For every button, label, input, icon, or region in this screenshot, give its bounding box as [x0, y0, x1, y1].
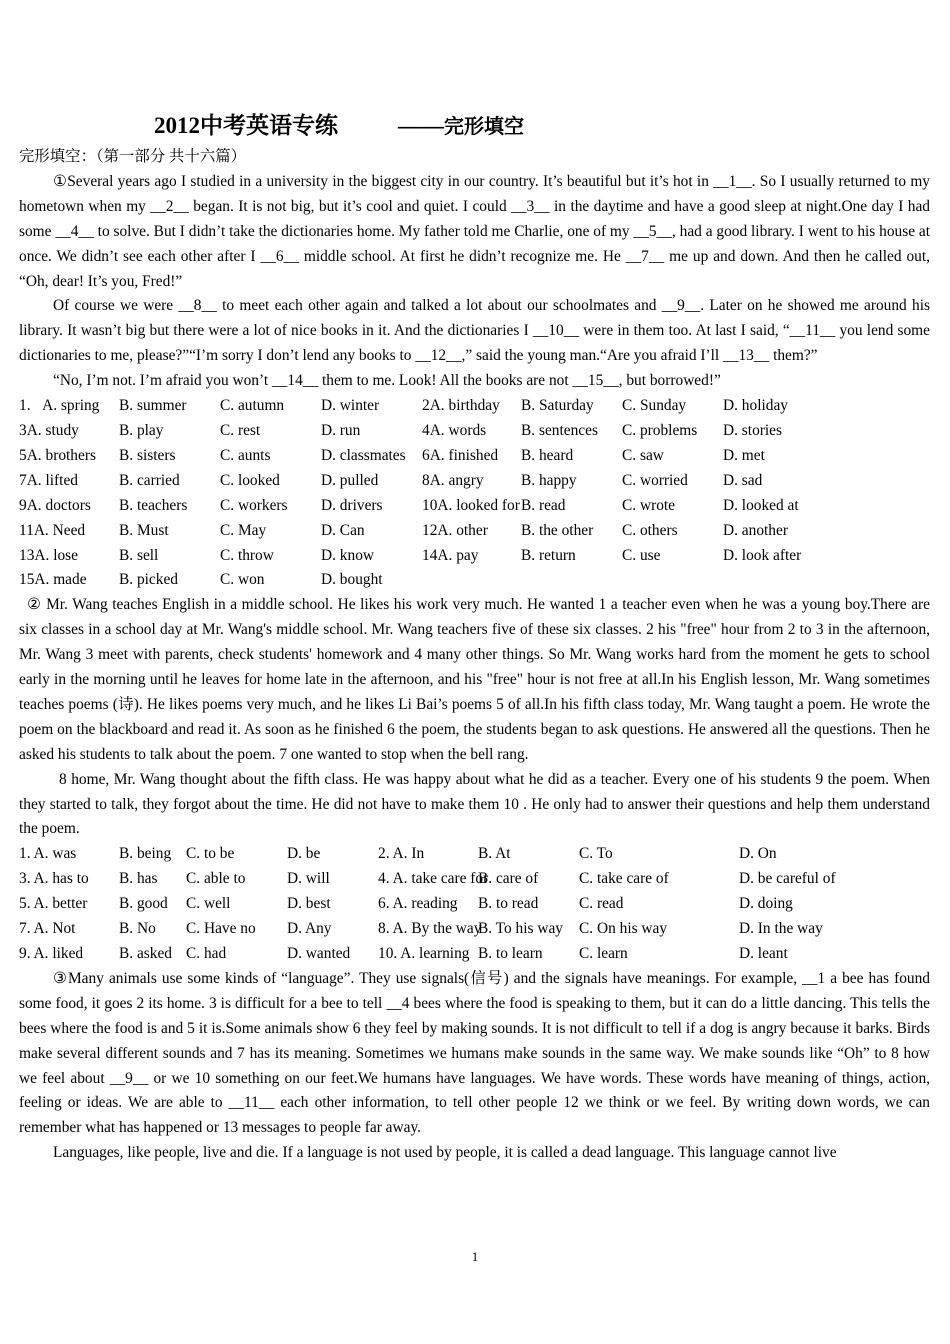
- passage-1-options: [19, 394, 930, 593]
- option-item: C. problems: [622, 421, 698, 439]
- passage-2-paragraph-2: 8 home, Mr. Wang thought about the fifth class. He was happy about what he did as a teacher. Every one of his students 9 the poem. When they started to talk, they forgot about the time. He did not have to make them 10 . He only had to answer their questions and help them understand the poem.: [19, 770, 930, 838]
- option-item: D. know: [321, 546, 375, 564]
- passage-1-paragraph-3: “No, I’m not. I’m afraid you won’t __14__ them to me. Look! All the books are not __15__, but borrowed!”: [53, 372, 721, 390]
- option-item: D. winter: [321, 397, 380, 415]
- option-item: C. wrote: [622, 496, 676, 514]
- passage-3-paragraph-1: ③Many animals use some kinds of “language”. They use signals(信号) and the signals have meanings. For example, __1 a bee has found some food, it goes 2 its home. 3 is difficult for a bee to tell __4 bees where the food is speaking to them, but it can do a little dancing. This tells the bees where the food is and 5 it is.Some animals show 6 they feel by making sounds. It is not difficult to tell if a dog is angry because it barks. Birds make several different sounds and 7 has its meaning. Sometimes we humans make sounds in the same way. We make sounds like “Oh” to 8 how we feel about __9__ or we 10 something on our feet.We humans have languages. We have words. These words have meaning of things, action, feeling or ideas. We are able to __11__ each other information, to tell other people 12 we think or we feel. By writing down words, we can remember what has happened or 13 messages to people far away.: [19, 969, 930, 1137]
- option-row: [19, 892, 930, 917]
- section-heading: 完形填空：（第一部分 共十六篇）: [19, 148, 247, 165]
- option-item: C. learn: [579, 945, 628, 962]
- option-item: D. On: [739, 845, 777, 863]
- option-item: D. wanted: [287, 945, 351, 962]
- option-item: B. No: [119, 920, 156, 938]
- option-item: D. best: [287, 895, 331, 913]
- option-item: D. met: [723, 446, 765, 464]
- option-item: C. use: [622, 546, 661, 564]
- option-item: 9. A. liked: [19, 945, 84, 962]
- option-item: C. able to: [186, 870, 246, 888]
- option-item: C. workers: [220, 496, 288, 514]
- option-item: B. sentences: [521, 421, 598, 439]
- option-item: D. look after: [723, 546, 802, 564]
- option-row: [19, 942, 930, 967]
- option-item: B. the other: [521, 521, 594, 539]
- passage-3-paragraph-2: Languages, like people, live and die. If a language is not used by people, it is called a dead language. This language cannot live: [53, 1144, 837, 1162]
- option-item: C. autumn: [220, 397, 285, 415]
- title-sub: 完形填空: [444, 116, 524, 138]
- option-row: [19, 444, 930, 469]
- title-dash: ——: [398, 113, 444, 138]
- option-item: C. read: [579, 895, 624, 913]
- option-row: [19, 419, 930, 444]
- option-item: D. Any: [287, 920, 332, 938]
- option-item: C. May: [220, 521, 267, 539]
- option-item: B. being: [119, 845, 172, 863]
- option-item: B. teachers: [119, 496, 188, 514]
- option-item: C. worried: [622, 471, 688, 489]
- option-item: C. had: [186, 945, 227, 962]
- option-item: D. sad: [723, 471, 763, 489]
- option-item: D. doing: [739, 895, 793, 913]
- option-item: 12A. other: [422, 521, 488, 539]
- option-item: C. To: [579, 845, 613, 863]
- option-row: [19, 494, 930, 519]
- option-item: D. be careful of: [739, 870, 836, 888]
- option-row: [19, 568, 930, 593]
- option-item: B. sisters: [119, 446, 176, 464]
- option-item: 4A. words: [422, 421, 487, 439]
- passage-1-paragraph-2: Of course we were __8__ to meet each other again and talked a lot about our schoolmates and __9__. Later on he showed me around his library. It wasn’t big but there were a lot of nice books in it. And the dictionaries I __10__ were in them too. At last I said, “__11__ you lend some dictionaries to me, please?”“I’m sorry I don’t lend any books to __12__,” said the young man.“Are you afraid I’ll __13__ them?”: [19, 297, 930, 365]
- option-item: B. picked: [119, 571, 178, 589]
- page-number: 1: [471, 1249, 479, 1264]
- passage-2-options: [19, 842, 930, 967]
- option-item: D. Can: [321, 521, 365, 539]
- passage-1-paragraph-1: ①Several years ago I studied in a university in the biggest city in our country. It’s beautiful but it’s hot in __1__. So I usually returned to my hometown when my __2__ began. It is not big, but it’s cool and quiet. I could __3__ in the daytime and have a good sleep at night.One day I had some __4__ to solve. But I didn’t take the dictionaries home. My father told me Charlie, one of my __5__, had a good library. I went to his house at once. We didn’t see each other after I __6__ middle school. At first he didn’t recognize me. He __7__ me up and down. And then he called out, “Oh, dear! It’s you, Fred!”: [19, 172, 930, 290]
- option-item: 9A. doctors: [19, 496, 91, 514]
- option-item: D. pulled: [321, 471, 379, 489]
- option-item: 8A. angry: [422, 471, 484, 489]
- option-item: 2. A. In: [378, 845, 425, 863]
- option-row: [19, 867, 930, 892]
- option-item: B. heard: [521, 446, 574, 464]
- title-main: 2012中考英语专练: [154, 113, 338, 138]
- option-item: 7A. lifted: [19, 471, 78, 489]
- option-item: C. take care of: [579, 870, 669, 888]
- option-item: B. sell: [119, 546, 159, 564]
- option-item: D. drivers: [321, 496, 383, 514]
- option-item: 4. A. take care for: [378, 870, 489, 888]
- option-item: D. classmates: [321, 446, 406, 464]
- option-item: B. play: [119, 421, 164, 439]
- option-item: 13A. lose: [19, 546, 78, 564]
- option-item: B. asked: [119, 945, 173, 962]
- option-item: B. summer: [119, 397, 187, 415]
- option-item: C. others: [622, 521, 678, 539]
- option-item: 2A. birthday: [422, 397, 500, 415]
- option-item: 1. A. spring: [19, 397, 100, 415]
- option-item: C. aunts: [220, 446, 271, 464]
- option-row: [19, 469, 930, 494]
- option-item: B. happy: [521, 471, 577, 489]
- option-item: B. to read: [478, 895, 539, 913]
- option-item: B. Must: [119, 521, 169, 539]
- option-item: C. Have no: [186, 920, 256, 938]
- option-row: [19, 394, 930, 419]
- option-item: B. At: [478, 845, 511, 863]
- document-title: [154, 107, 524, 140]
- option-item: 6A. finished: [422, 446, 499, 464]
- option-item: B. carried: [119, 471, 180, 489]
- option-item: 11A. Need: [19, 521, 86, 539]
- option-item: B. good: [119, 895, 168, 913]
- option-item: C. On his way: [579, 920, 668, 938]
- option-item: C. to be: [186, 845, 235, 863]
- option-item: C. well: [186, 895, 231, 913]
- option-item: 10A. looked for: [422, 496, 520, 514]
- option-item: 14A. pay: [422, 546, 479, 564]
- option-item: B. To his way: [478, 920, 564, 938]
- option-item: C. Sunday: [622, 397, 687, 415]
- option-item: 10. A. learning: [378, 945, 470, 962]
- option-item: 3. A. has to: [19, 870, 89, 888]
- option-item: D. be: [287, 845, 321, 863]
- option-item: D. stories: [723, 421, 782, 439]
- option-item: 15A. made: [19, 571, 87, 589]
- option-item: B. to learn: [478, 945, 543, 962]
- option-row: [19, 917, 930, 942]
- option-item: 8. A. By the way: [378, 920, 482, 938]
- option-item: C. looked: [220, 471, 280, 489]
- option-item: D. will: [287, 870, 330, 888]
- document-body: [19, 145, 930, 1166]
- option-item: D. run: [321, 421, 361, 439]
- option-item: D. another: [723, 521, 788, 539]
- option-item: 6. A. reading: [378, 895, 458, 913]
- option-item: B. care of: [478, 870, 539, 888]
- option-item: B. has: [119, 870, 158, 888]
- option-row: [19, 544, 930, 569]
- option-item: D. bought: [321, 571, 383, 589]
- option-item: D. holiday: [723, 397, 788, 415]
- option-item: D. In the way: [739, 920, 823, 938]
- option-item: 1. A. was: [19, 845, 77, 863]
- option-item: C. throw: [220, 546, 274, 564]
- option-item: B. Saturday: [521, 397, 594, 415]
- passage-2-paragraph-1: ② Mr. Wang teaches English in a middle school. He likes his work very much. He wanted 1 a teacher even when he was a young boy.There are six classes in a school day at Mr. Wang's middle school. Mr. Wang teachers five of these six classes. 2 his "free" hour from 2 to 3 in the afternoon, Mr. Wang 3 meet with parents, check students' homework and 4 many other things. So Mr. Wang works hard from the moment he gets to school early in the morning until he leaves for home late in the afternoon, and his "free" hour is not free at all.In his English lesson, Mr. Wang sometimes teaches poems (诗). He likes poems very much, and he likes Li Bai’s poems 5 of all.In his fifth class today, Mr. Wang taught a poem. He wrote the poem on the blackboard and read it. As soon as he finished 6 the poem, the students began to ask questions. He answered all the questions. Then he asked his students to talk about the poem. 7 one wanted to stop when the bell rang.: [19, 596, 930, 763]
- option-item: B. read: [521, 496, 566, 514]
- option-item: D. looked at: [723, 496, 799, 514]
- option-item: 5A. brothers: [19, 446, 96, 464]
- option-row: [19, 519, 930, 544]
- option-item: 3A. study: [19, 421, 79, 439]
- option-item: C. rest: [220, 421, 261, 439]
- option-item: 7. A. Not: [19, 920, 76, 938]
- option-item: 5. A. better: [19, 895, 88, 913]
- option-row: [19, 842, 930, 867]
- option-item: B. return: [521, 546, 576, 564]
- option-item: C. won: [220, 571, 265, 589]
- option-item: C. saw: [622, 446, 664, 464]
- option-item: D. leant: [739, 945, 788, 962]
